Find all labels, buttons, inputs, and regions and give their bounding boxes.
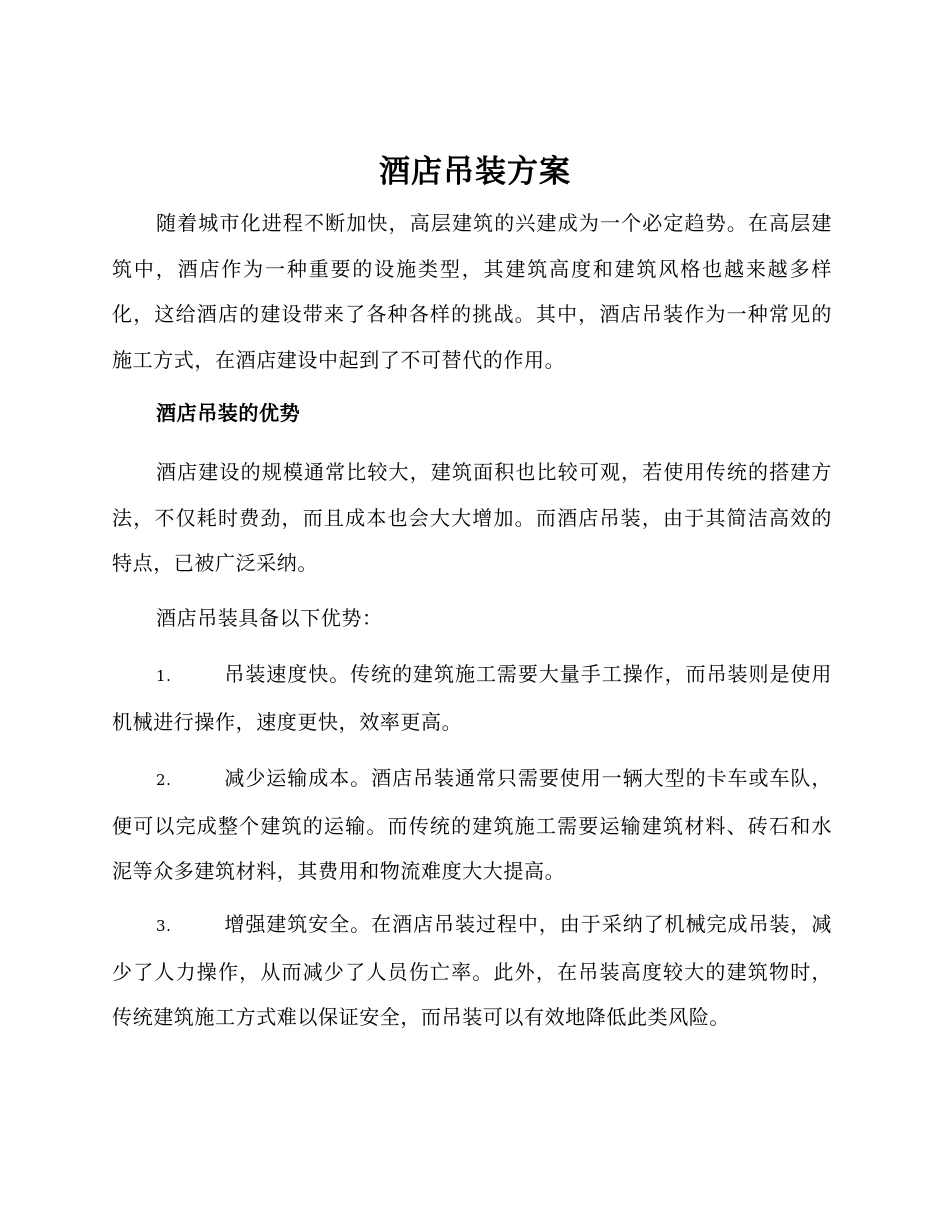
- list-item: [112, 652, 832, 745]
- list-intro: 酒店吊装具备以下优势：: [156, 606, 383, 630]
- list-item-text: 减少运输成本。酒店吊装通常只需要使用一辆大型的卡车或车队，便可以完成整个建筑的运输。而传统的建筑施工需要运输建筑材料、砖石和水泥等众多建筑材料，其费用和物流难度大大提高。: [112, 766, 832, 883]
- list-item-number: 3.: [156, 917, 172, 935]
- list-item-number: 1.: [156, 667, 172, 685]
- list-item-number: 2.: [156, 771, 172, 789]
- list-item-text: 增强建筑安全。在酒店吊装过程中，由于采纳了机械完成吊装，减少了人力操作，从而减少了人员伤亡率。此外，在吊装高度较大的建筑物时，传统建筑施工方式难以保证安全，而吊装可以有效地降低此类风险。: [112, 912, 832, 1029]
- list-item: [112, 902, 832, 1041]
- section-paragraph: 酒店建设的规模通常比较大，建筑面积也比较可观，若使用传统的搭建方法，不仅耗时费劲，而且成本也会大大增加。而酒店吊装，由于其简洁高效的特点，已被广泛采纳。: [112, 460, 832, 575]
- document-title: 酒店吊装方案: [379, 154, 571, 190]
- list-item-text: 吊装速度快。传统的建筑施工需要大量手工操作，而吊装则是使用机械进行操作，速度更快，效率更高。: [112, 662, 832, 734]
- intro-paragraph: 随着城市化进程不断加快，高层建筑的兴建成为一个必定趋势。在高层建筑中，酒店作为一种重要的设施类型，其建筑高度和建筑风格也越来越多样化，这给酒店的建设带来了各种各样的挑战。其中，酒店吊装作为一种常见的施工方式，在酒店建设中起到了不可替代的作用。: [112, 211, 832, 372]
- section-heading: 酒店吊装的优势: [156, 401, 301, 425]
- list-item: [112, 756, 832, 895]
